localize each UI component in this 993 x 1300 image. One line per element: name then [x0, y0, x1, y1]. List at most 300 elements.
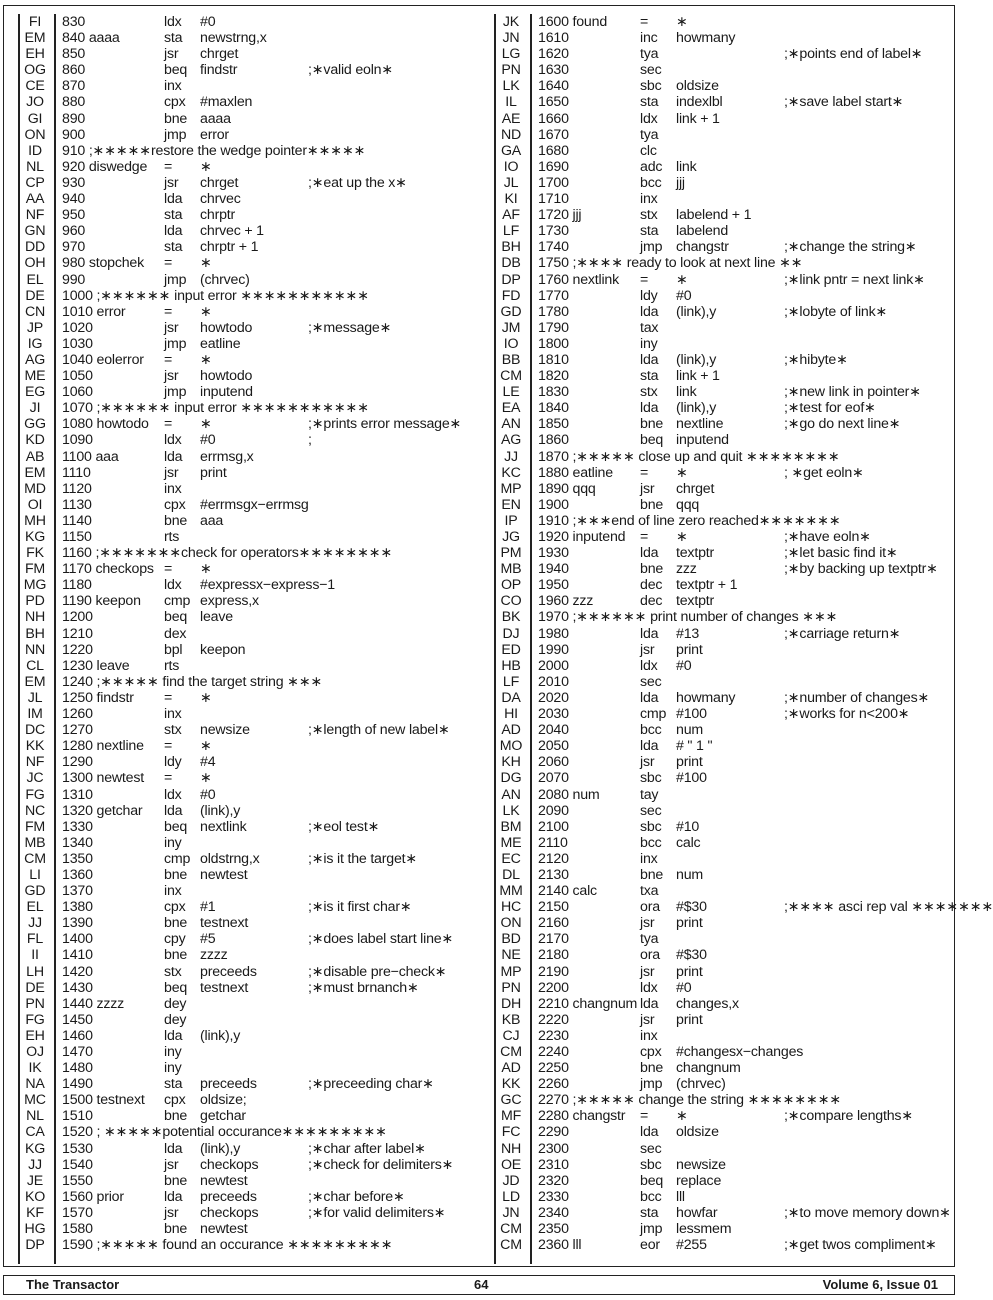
code-line	[18, 1012, 458, 1028]
code-line	[18, 770, 458, 786]
checksum: CM	[500, 1237, 522, 1254]
line-number-label: 1350	[62, 850, 93, 867]
checksum: KK	[501, 1076, 521, 1093]
operand: labelend + 1	[676, 207, 752, 224]
checksum: CM	[500, 1044, 522, 1060]
code-line	[494, 1060, 934, 1076]
checksum: JJ	[28, 915, 42, 932]
code-line	[18, 674, 458, 690]
opcode: jsr	[164, 368, 179, 385]
operand: (link),y	[200, 1140, 241, 1157]
code-line	[18, 62, 458, 78]
code-line	[18, 1060, 458, 1076]
line-number-label: 1700	[538, 174, 569, 191]
operand: howfar	[676, 1204, 718, 1221]
comment: ;∗is it first char∗	[308, 899, 412, 916]
line-number-label: 1630	[538, 62, 569, 79]
checksum: MD	[24, 480, 46, 497]
code-line	[494, 964, 934, 980]
checksum: EM	[24, 464, 46, 481]
checksum: FC	[501, 1124, 521, 1141]
line-number-label: 1890 qqq	[538, 480, 596, 497]
line-number-label: 1390	[62, 915, 93, 932]
opcode: bcc	[640, 834, 662, 851]
operand: #0	[200, 14, 216, 30]
line-number-label: 1650	[538, 94, 569, 111]
code-line	[18, 835, 458, 851]
code-line	[18, 754, 458, 770]
code-line	[18, 111, 458, 127]
code-line	[494, 191, 934, 207]
code-line	[18, 449, 458, 465]
line-number-label: 1740	[538, 239, 569, 256]
operand: print	[200, 464, 227, 481]
comment: ;∗lobyte of link∗	[784, 303, 888, 320]
checksum: NL	[26, 1108, 44, 1125]
checksum: KG	[24, 1140, 46, 1157]
comment: ;∗test for eof∗	[784, 400, 876, 417]
opcode: jmp	[164, 384, 187, 401]
operand: ∗	[200, 303, 212, 320]
line-number-label: 1310	[62, 786, 93, 803]
line-number-label: 1440 zzzz	[62, 995, 125, 1012]
code-line	[18, 304, 458, 320]
operand: ∗	[200, 158, 212, 175]
code-line	[18, 915, 458, 931]
checksum: KK	[25, 738, 45, 755]
opcode: beq	[164, 979, 188, 996]
opcode: dex	[164, 625, 187, 642]
comment: ;∗disable pre−check∗	[308, 963, 447, 980]
line-number-label: 1030	[62, 335, 93, 352]
opcode: jsr	[640, 1011, 655, 1028]
checksum: HB	[501, 657, 521, 674]
checksum: LF	[502, 223, 520, 240]
opcode: beq	[164, 62, 188, 79]
line-number-label: 1640	[538, 78, 569, 95]
checksum: OI	[27, 496, 43, 513]
line-number-label: 1710	[538, 191, 569, 208]
operand: link + 1	[676, 110, 720, 127]
checksum: CE	[25, 78, 45, 95]
checksum: ED	[501, 641, 521, 658]
checksum: KO	[24, 1188, 46, 1205]
code-line	[18, 706, 458, 722]
line-number-label: 1820	[538, 368, 569, 385]
checksum: EL	[26, 899, 44, 916]
code-line	[494, 851, 934, 867]
opcode: beq	[164, 609, 188, 626]
line-number-label: 1530	[62, 1140, 93, 1157]
line-number-label: 2090	[538, 802, 569, 819]
code-line	[18, 143, 458, 159]
operand: aaaa	[200, 110, 231, 127]
line-number-label: 980 stopchek	[62, 255, 144, 272]
code-line	[494, 738, 934, 754]
opcode: ldx	[640, 657, 658, 674]
checksum: GD	[500, 303, 522, 320]
code-line	[494, 915, 934, 931]
checksum: CL	[26, 657, 44, 674]
checksum: DB	[501, 255, 521, 272]
line-number-label: 2220	[538, 1011, 569, 1028]
opcode: sec	[640, 1140, 662, 1157]
code-line	[494, 787, 934, 803]
operand: #1	[200, 899, 216, 916]
code-line	[494, 497, 934, 513]
operand: chrget	[200, 46, 239, 63]
code-line	[18, 545, 458, 561]
checksum: MB	[500, 561, 522, 578]
line-number-label: 1380	[62, 899, 93, 916]
opcode: bne	[164, 512, 188, 529]
opcode: jsr	[164, 464, 179, 481]
checksum: LE	[502, 384, 520, 401]
opcode: inx	[640, 850, 658, 867]
code-line	[494, 14, 934, 30]
opcode: cpx	[164, 899, 186, 916]
checksum: DP	[501, 271, 521, 288]
line-number-label: 1760 nextlink	[538, 271, 620, 288]
checksum: AB	[25, 448, 45, 465]
line-number-label: 2190	[538, 963, 569, 980]
checksum: GN	[24, 223, 46, 240]
code-line	[18, 30, 458, 46]
code-line	[494, 803, 934, 819]
comment: ;∗∗∗∗ asci rep val ∗∗∗∗∗∗∗	[784, 899, 993, 916]
opcode: bcc	[640, 722, 662, 739]
line-number-label: 1320 getchar	[62, 802, 143, 819]
code-line	[18, 529, 458, 545]
comment: ;∗eat up the x∗	[308, 174, 407, 191]
operand: print	[676, 963, 703, 980]
code-line	[18, 803, 458, 819]
checksum: BK	[501, 609, 521, 626]
operand: chrptr	[200, 207, 236, 224]
checksum: NA	[25, 1076, 45, 1093]
line-number-label: 2320	[538, 1172, 569, 1189]
opcode: cpx	[164, 496, 186, 513]
line-number-label: 1860	[538, 432, 569, 449]
line-number-label: 1900	[538, 496, 569, 513]
operand: #5	[200, 931, 216, 948]
opcode: lda	[640, 738, 659, 755]
checksum: BB	[501, 351, 521, 368]
operand: newsize	[676, 1156, 726, 1173]
code-line	[18, 996, 458, 1012]
operand: error	[200, 126, 229, 143]
checksum: AN	[501, 416, 521, 433]
operand: #maxlen	[200, 94, 253, 111]
opcode: jmp	[640, 1221, 663, 1238]
code-line	[494, 1012, 934, 1028]
checksum: CM	[500, 368, 522, 385]
line-number-label: 1160 ;∗∗∗∗∗∗∗check for operators∗∗∗∗∗∗∗∗	[62, 545, 393, 562]
checksum: CA	[25, 1124, 45, 1141]
code-line	[494, 400, 934, 416]
operand: #0	[200, 432, 216, 449]
code-line	[494, 272, 934, 288]
operand: ∗	[200, 351, 212, 368]
opcode: lda	[164, 1027, 183, 1044]
operand: #$30	[676, 899, 707, 916]
operand: ∗	[676, 529, 688, 545]
comment: ;∗length of new label∗	[308, 722, 450, 739]
checksum: IO	[503, 335, 519, 352]
line-number-label: 1110	[62, 464, 91, 481]
opcode: sta	[164, 30, 183, 47]
line-number-label: 2260	[538, 1076, 569, 1093]
line-number-label: 1220	[62, 641, 93, 658]
line-number-label: 1840	[538, 400, 569, 417]
operand: getchar	[200, 1108, 246, 1125]
opcode: jmp	[164, 126, 187, 143]
operand: #100	[676, 770, 707, 787]
line-number-label: 950	[62, 207, 86, 224]
checksum: OG	[24, 62, 46, 79]
opcode: iny	[164, 1044, 182, 1060]
operand: changnum	[676, 1060, 741, 1077]
line-number-label: 2160	[538, 915, 569, 932]
checksum: HI	[504, 706, 518, 723]
line-number-label: 1490	[62, 1076, 93, 1093]
operand: chrptr + 1	[200, 239, 259, 256]
code-line	[18, 497, 458, 513]
comment: ;∗points end of label∗	[784, 46, 923, 63]
operand: howmany	[676, 30, 736, 47]
opcode: jsr	[640, 641, 655, 658]
code-line	[494, 288, 934, 304]
operand: oldsize;	[200, 1092, 247, 1109]
opcode: cpy	[164, 931, 186, 948]
checksum: KC	[501, 464, 521, 481]
line-number-label: 1470	[62, 1044, 93, 1060]
checksum: EM	[24, 30, 46, 47]
operand: textptr	[676, 545, 715, 562]
line-number-label: 1500 testnext	[62, 1092, 145, 1109]
line-number-label: 1870 ;∗∗∗∗∗ close up and quit ∗∗∗∗∗∗∗∗	[538, 448, 840, 465]
code-line	[18, 626, 458, 642]
operand: #10	[676, 818, 700, 835]
comment: ;∗save label start∗	[784, 94, 904, 111]
opcode: bne	[640, 416, 664, 433]
code-line	[18, 272, 458, 288]
code-line	[18, 1092, 458, 1108]
code-line	[18, 931, 458, 947]
opcode: jsr	[164, 319, 179, 336]
code-line	[18, 1157, 458, 1173]
checksum: IM	[27, 706, 43, 723]
line-number-label: 880	[62, 94, 86, 111]
code-line	[18, 384, 458, 400]
operand: #0	[200, 786, 216, 803]
checksum: KI	[504, 191, 518, 208]
code-line	[494, 577, 934, 593]
code-line	[18, 46, 458, 62]
line-number-label: 910 ;∗∗∗∗∗restore the wedge pointer∗∗∗∗∗	[62, 142, 366, 159]
comment: ;	[308, 432, 312, 449]
opcode: bne	[640, 561, 664, 578]
opcode: cmp	[640, 706, 667, 723]
code-line	[18, 481, 458, 497]
opcode: eor	[640, 1237, 660, 1254]
code-line	[494, 609, 934, 625]
code-line	[494, 513, 934, 529]
line-number-label: 1200	[62, 609, 93, 626]
opcode: jmp	[164, 271, 187, 288]
checksum: KF	[26, 1204, 44, 1221]
checksum: BH	[501, 239, 521, 256]
operand: changes,x	[676, 995, 739, 1012]
opcode: jsr	[164, 1204, 179, 1221]
checksum: GA	[500, 142, 522, 159]
checksum: LF	[502, 673, 520, 690]
operand: inputend	[676, 432, 729, 449]
code-line	[18, 14, 458, 30]
code-line	[494, 867, 934, 883]
code-line	[494, 46, 934, 62]
code-line	[494, 1237, 937, 1254]
checksum: EL	[26, 271, 44, 288]
comment: ;∗message∗	[308, 319, 392, 336]
operand: textptr	[676, 593, 715, 610]
checksum: MH	[24, 512, 46, 529]
code-line	[18, 980, 458, 996]
checksum: FG	[25, 1011, 45, 1028]
code-line	[18, 1221, 458, 1237]
checksum: CJ	[502, 1027, 520, 1044]
code-line	[18, 1189, 458, 1205]
operand: (link),y	[676, 303, 717, 320]
opcode: beq	[640, 1172, 664, 1189]
code-line	[18, 851, 458, 867]
operand: testnext	[200, 915, 249, 932]
line-number-label: 1140	[62, 512, 92, 529]
operand: #100	[676, 706, 707, 723]
code-line	[18, 947, 458, 963]
checksum: NH	[24, 609, 46, 626]
line-number-label: 1920 inputend	[538, 529, 626, 545]
line-number-label: 1960 zzz	[538, 593, 594, 610]
checksum: JN	[502, 30, 520, 47]
line-number-label: 1790	[538, 319, 569, 336]
opcode: bne	[164, 1108, 188, 1125]
line-number-label: 2140 calc	[538, 883, 597, 900]
opcode: tay	[640, 786, 659, 803]
operand: eatline	[200, 335, 241, 352]
checksum: FM	[24, 818, 46, 835]
listing-column-right	[494, 14, 993, 1254]
comment: ;∗prints error message∗	[308, 416, 462, 433]
comment: ; ∗get eoln∗	[784, 464, 864, 481]
code-line	[18, 1205, 458, 1221]
comment: ;∗get twos compliment∗	[784, 1237, 937, 1254]
opcode: =	[640, 529, 649, 545]
operand: print	[676, 1011, 703, 1028]
operand: howtodo	[200, 368, 253, 385]
comment: ;∗eol test∗	[308, 818, 380, 835]
line-number-label: 1450	[62, 1011, 93, 1028]
line-number-label: 1420	[62, 963, 93, 980]
checksum: OH	[24, 255, 46, 272]
opcode: lda	[640, 545, 659, 562]
checksum: GG	[24, 416, 46, 433]
checksum: JK	[502, 14, 520, 30]
operand: howtodo	[200, 319, 253, 336]
line-number-label: 2360 lll	[538, 1237, 582, 1254]
code-line	[18, 1237, 458, 1253]
line-number-label: 1280 nextline	[62, 738, 144, 755]
checksum: JL	[27, 689, 43, 706]
line-number-label: 1580	[62, 1221, 93, 1238]
comment: ;∗carriage return∗	[784, 625, 901, 642]
page-number: 64	[474, 1277, 489, 1292]
code-line	[494, 626, 934, 642]
line-number-label: 2310	[538, 1156, 569, 1173]
line-number-label: 1460	[62, 1027, 93, 1044]
operand: chrvec + 1	[200, 223, 264, 240]
operand: #13	[676, 625, 700, 642]
operand: #0	[676, 657, 692, 674]
code-line	[494, 899, 993, 916]
opcode: adc	[640, 158, 663, 175]
checksum: NC	[24, 802, 46, 819]
operand: ∗	[200, 689, 212, 706]
checksum: AA	[25, 191, 45, 208]
opcode: bne	[164, 947, 188, 964]
opcode: ldy	[164, 754, 182, 771]
line-number-label: 2060	[538, 754, 569, 771]
comment: ;∗for valid delimiters∗	[308, 1204, 446, 1221]
line-number-label: 1990	[538, 641, 569, 658]
operand: newstrng,x	[200, 30, 267, 47]
line-number-label: 1880 eatline	[538, 464, 613, 481]
operand: keepon	[200, 641, 246, 658]
operand: (link),y	[200, 802, 241, 819]
opcode: lda	[640, 303, 659, 320]
comment: ;∗have eoln∗	[784, 529, 871, 545]
checksum: OP	[500, 577, 522, 594]
line-number-label: 1400	[62, 931, 93, 948]
operand: (chrvec)	[676, 1076, 726, 1093]
code-line	[494, 1204, 951, 1221]
code-line	[18, 819, 458, 835]
opcode: =	[164, 738, 173, 755]
code-line	[18, 416, 462, 433]
line-number-label: 1250 findstr	[62, 689, 134, 706]
opcode: cmp	[164, 593, 191, 610]
comment: ;∗compare lengths∗	[784, 1108, 914, 1125]
checksum: GI	[27, 110, 43, 127]
operand: print	[676, 754, 703, 771]
checksum: NF	[25, 754, 45, 771]
line-number-label: 1080 howtodo	[62, 416, 149, 433]
operand: print	[676, 641, 703, 658]
opcode: tya	[640, 46, 659, 63]
line-number-label: 1230 leave	[62, 657, 130, 674]
line-number-label: 2330	[538, 1188, 569, 1205]
line-number-label: 1430	[62, 979, 93, 996]
page-footer	[3, 1275, 955, 1295]
publication-title: The Transactor	[26, 1277, 120, 1292]
checksum: DH	[500, 995, 522, 1012]
opcode: dec	[640, 593, 663, 610]
line-number-label: 1150	[62, 529, 92, 545]
line-number-label: 1020	[62, 319, 93, 336]
checksum: CM	[24, 850, 46, 867]
opcode: lda	[164, 1140, 183, 1157]
line-number-label: 1590 ;∗∗∗∗∗ found an occurance ∗∗∗∗∗∗∗∗∗	[62, 1237, 393, 1254]
